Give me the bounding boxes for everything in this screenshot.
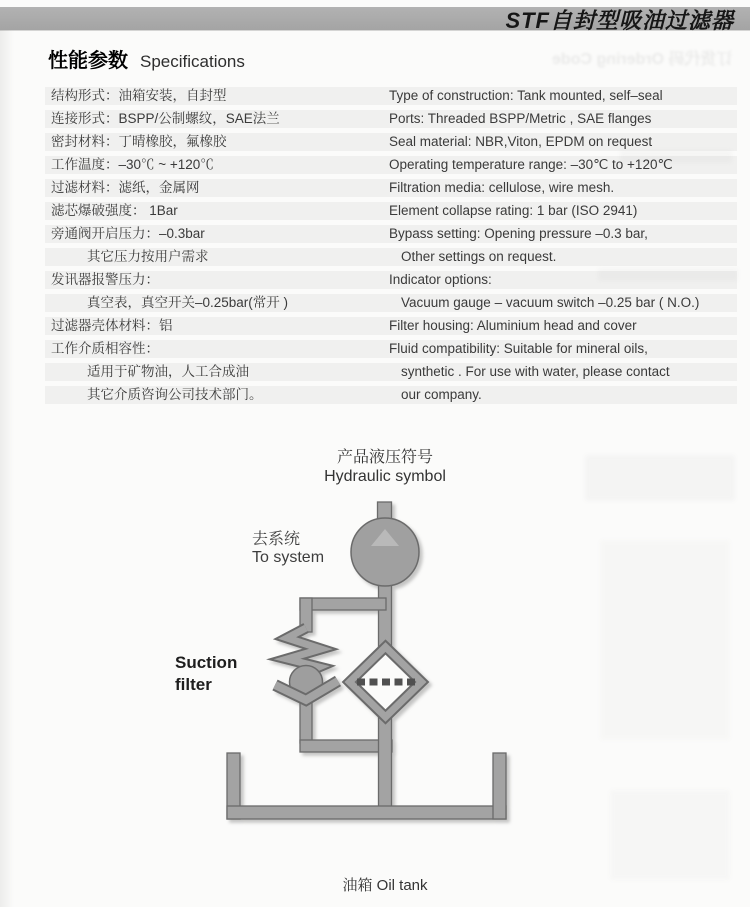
- hydraulic-symbol-title-en: Hydraulic symbol: [324, 468, 446, 485]
- spec-cn-text: 过滤器壳体材料：铝: [51, 318, 173, 333]
- spec-row: [45, 225, 737, 243]
- spec-en-text: Indicator options:: [389, 272, 492, 287]
- spec-row: [45, 87, 737, 105]
- pipe-bypass-bottom: [300, 740, 392, 752]
- pipe-bypass-left-lower: [300, 699, 312, 743]
- spec-cn-text: 工作介质相容性：: [51, 341, 159, 356]
- spec-row: [45, 271, 737, 289]
- spec-cn-text: 其它介质咨询公司技术部门。: [87, 387, 263, 402]
- section-heading-en: Specifications: [140, 52, 245, 71]
- hydraulic-symbol-title-cn: 产品液压符号: [336, 449, 433, 466]
- spec-en-text: Other settings on request.: [401, 249, 557, 264]
- valve-seat-symbol: [275, 681, 338, 700]
- spec-row: [45, 248, 737, 266]
- spec-en-text: Operating temperature range: –30℃ to +120℃: [389, 157, 673, 172]
- label-suction-filter: [175, 652, 237, 696]
- page-header-title: STF自封型吸油过滤器: [505, 8, 734, 33]
- spec-row: [45, 156, 737, 174]
- spec-row: [45, 386, 737, 404]
- pipe-bypass-top: [300, 598, 386, 610]
- spec-row: [45, 110, 737, 128]
- spec-cn-text: 旁通阀开启压力：–0.3bar: [51, 226, 205, 241]
- spec-row: [45, 317, 737, 335]
- filter-diamond-symbol: [350, 647, 422, 717]
- section-heading: [48, 44, 245, 73]
- label-suction-line2: filter: [175, 675, 212, 694]
- spec-cn-text: 密封材料：丁晴橡胶，氟橡胶: [51, 134, 227, 149]
- spec-cn-text: 真空表，真空开关–0.25bar(常开 ): [87, 295, 289, 310]
- pipe-bypass-left-upper: [300, 598, 312, 632]
- spec-row: [45, 179, 737, 197]
- check-ball-symbol: [290, 666, 323, 699]
- spec-en-text: Element collapse rating: 1 bar (ISO 2941): [389, 203, 638, 218]
- spec-cn-text: 适用于矿物油，人工合成油: [87, 364, 249, 379]
- spec-en-text: Seal material: NBR,Viton, EPDM on request: [389, 134, 653, 149]
- spec-en-text: Ports: Threaded BSPP/Metric , SAE flanges: [389, 111, 652, 126]
- tank-right-wall: [493, 753, 506, 819]
- pipe-into-tank: [379, 708, 392, 818]
- spec-en-text: our company.: [401, 387, 482, 402]
- spec-en-text: Filtration media: cellulose, wire mesh.: [389, 180, 615, 195]
- scan-gutter-shading: [0, 30, 14, 907]
- tank-bottom: [227, 806, 506, 819]
- spec-en-text: Bypass setting: Opening pressure –0.3 bar,: [389, 226, 648, 241]
- section-heading-cn: 性能参数: [48, 50, 128, 72]
- ghost-bleedthrough-artifact: [610, 790, 730, 880]
- label-suction-line1: Suction: [175, 653, 238, 672]
- spec-cn-text: 滤芯爆破强度： 1Bar: [51, 203, 178, 218]
- spec-en-text: Type of construction: Tank mounted, self–seal: [389, 88, 663, 103]
- spec-cn-text: 工作温度：–30℃ ~ +120℃: [51, 157, 214, 172]
- bypass-spring-symbol: [287, 628, 321, 673]
- spec-cn-text: 过滤材料：滤纸，金属网: [51, 180, 200, 195]
- spec-cn-text: 连接形式：BSPP/公制螺纹，SAE法兰: [51, 111, 280, 126]
- pipe-circle-to-filter: [379, 584, 392, 660]
- spec-row: [45, 340, 737, 358]
- specifications-list: [45, 87, 737, 409]
- pump-triangle: [371, 529, 399, 546]
- spec-row: [45, 294, 737, 312]
- spec-cn-text: 结构形式：油箱安装，自封型: [51, 88, 227, 103]
- spec-en-text: Fluid compatibility: Suitable for mineral oils,: [389, 341, 648, 356]
- label-to-system-cn: 去系统: [252, 531, 301, 548]
- oil-tank-caption: 油箱 Oil tank: [342, 877, 428, 894]
- spec-row: [45, 202, 737, 220]
- tank-left-wall: [227, 753, 240, 819]
- ghost-bleedthrough-artifact: [600, 540, 730, 740]
- spec-row: [45, 363, 737, 381]
- page-header-bar: [0, 7, 750, 33]
- spec-en-text: Filter housing: Aluminium head and cover: [389, 318, 637, 333]
- spec-en-text: synthetic . For use with water, please contact: [401, 364, 670, 379]
- label-to-system-en: To system: [252, 549, 325, 566]
- pump-circle-symbol: [351, 518, 419, 586]
- spec-en-text: Vacuum gauge – vacuum switch –0.25 bar ( N.O.): [401, 295, 700, 310]
- pipe-top-stub: [378, 502, 392, 526]
- ghost-bleedthrough-heading: 订货代码 Ordering Code: [551, 51, 732, 68]
- spec-cn-text: 发讯器报警压力：: [51, 272, 159, 287]
- spec-row: [45, 133, 737, 151]
- spec-cn-text: 其它压力按用户需求: [87, 249, 209, 264]
